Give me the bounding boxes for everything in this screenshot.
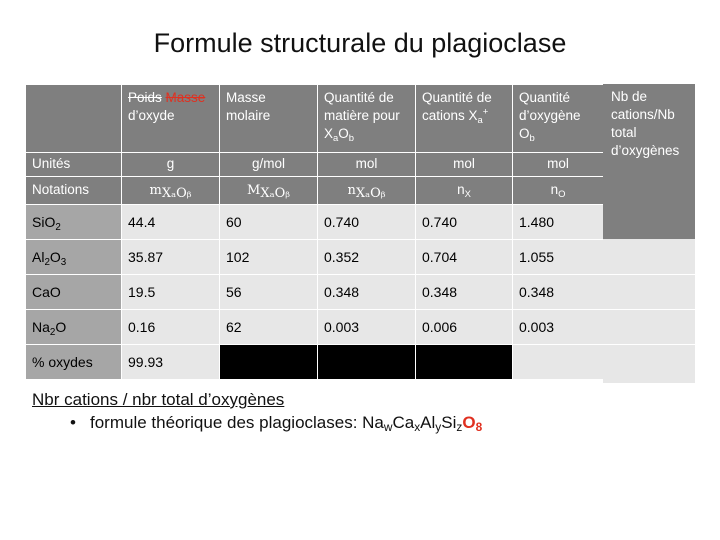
row-divider [603, 344, 695, 345]
header-oxide-word: d’oxyde [128, 108, 175, 123]
row-divider [603, 274, 695, 275]
oxygen-cell: 1.480 [513, 205, 604, 240]
cations-cell: 0.704 [416, 240, 513, 275]
mass-cell: 35.87 [122, 240, 220, 275]
header-quantity-matter: Quantité de matière pour $X_aO_b$ [318, 85, 416, 153]
mass-cell: 0.16 [122, 310, 220, 345]
cations-cell: 0.740 [416, 205, 513, 240]
empty-cell [513, 345, 604, 380]
total-row [26, 345, 604, 380]
oxygen-cell: 1.055 [513, 240, 604, 275]
table-row [26, 205, 604, 240]
oxygen-cell: 0.003 [513, 310, 604, 345]
total-label: % oxydes [26, 345, 122, 380]
molar-cell: 62 [220, 310, 318, 345]
qty-cell: 0.352 [318, 240, 416, 275]
notation-n: $n_{X_aOᵦ}$ [318, 177, 416, 205]
molar-cell: 102 [220, 240, 318, 275]
theoretical-formula: • formule théorique des plagioclases: $Na_wCa_xAl_ySi_zO_8$ [70, 413, 483, 434]
black-cell [220, 345, 318, 380]
unit-mol-2: mol [416, 153, 513, 177]
notation-nx: $n_X$ [416, 177, 513, 205]
molar-cell: 60 [220, 205, 318, 240]
notation-m: $m_{X_aOᵦ}$ [122, 177, 220, 205]
slide-title: Formule structurale du plagioclase [153, 28, 567, 58]
unit-g: g [122, 153, 220, 177]
row-divider [603, 309, 695, 310]
header-mass-oxide [122, 85, 220, 153]
unit-mol-1: mol [318, 153, 416, 177]
header-quantity-cations: Quantité de cations $X_a^+$ [416, 85, 513, 153]
oxide-cell: $Al_2O_3$ [26, 240, 122, 275]
black-cell [416, 345, 513, 380]
molar-cell: 56 [220, 275, 318, 310]
unit-mol-3: mol [513, 153, 604, 177]
mass-cell: 44.4 [122, 205, 220, 240]
header-empty [26, 85, 122, 153]
qty-cell: 0.003 [318, 310, 416, 345]
table-row [26, 310, 604, 345]
notation-no: $n_O$ [513, 177, 604, 205]
ratio-column-body [603, 239, 695, 383]
header-nb-cations-ratio: Nb de cations/Nb total d’oxygènes [603, 84, 695, 239]
cations-cell: 0.006 [416, 310, 513, 345]
ratio-caption: Nbr cations / nbr total d’oxygènes [32, 390, 285, 409]
notation-M: $M_{X_aOᵦ}$ [220, 177, 318, 205]
oxygen-cell: 0.348 [513, 275, 604, 310]
header-molar-mass: Masse molaire [220, 85, 318, 153]
total-value: 99.93 [122, 345, 220, 380]
black-cell [318, 345, 416, 380]
notations-label: Notations [26, 177, 122, 205]
oxide-cell: $Na_2O$ [26, 310, 122, 345]
qty-cell: 0.740 [318, 205, 416, 240]
units-label: Unités [26, 153, 122, 177]
cations-cell: 0.348 [416, 275, 513, 310]
header-quantity-oxygen: Quantité d’oxygène $O_b$ [513, 85, 604, 153]
header-struck-word: Poids [128, 90, 162, 105]
unit-gmol: g/mol [220, 153, 318, 177]
table-row [26, 275, 604, 310]
mass-cell: 19.5 [122, 275, 220, 310]
bullet-glyph: • [70, 413, 76, 432]
oxide-cell: SiO$_2$ [26, 205, 122, 240]
plagioclase-table [25, 84, 604, 380]
qty-cell: 0.348 [318, 275, 416, 310]
table-row [26, 240, 604, 275]
header-red-word: Masse [165, 90, 206, 105]
oxide-cell: CaO [26, 275, 122, 310]
